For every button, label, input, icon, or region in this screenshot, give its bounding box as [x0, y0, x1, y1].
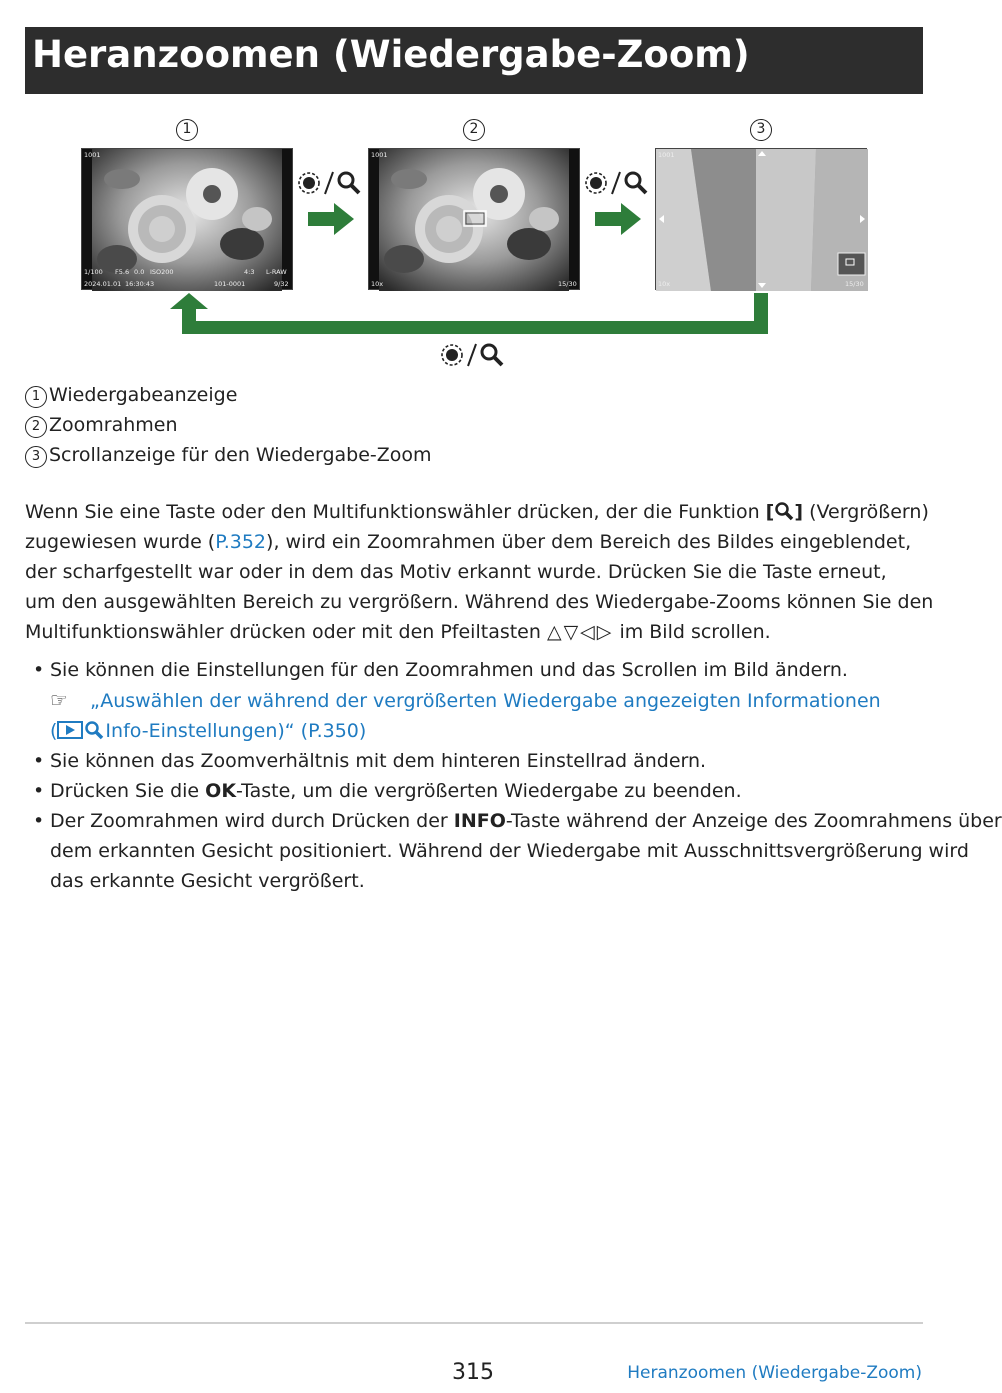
body-text: Wenn Sie eine Taste oder den Multifunktionswähler drücken, der die Funktion — [25, 501, 766, 523]
step-number-1: 1 — [176, 119, 198, 141]
reference-hand-icon: ☞ — [50, 688, 68, 712]
reference-line — [25, 685, 930, 716]
page-title: Heranzoomen (Wiedergabe-Zoom) — [32, 33, 750, 76]
arrow-right-icon — [595, 203, 641, 235]
screen2-zoom-level: 10x — [371, 280, 384, 288]
info-button-label: INFO — [453, 810, 506, 832]
footer-divider — [25, 1322, 923, 1324]
screen1-quality: L-RAW — [266, 268, 287, 276]
legend — [25, 384, 432, 474]
bracket: [ — [765, 501, 775, 523]
screen1-aperture: F5.6 — [115, 268, 130, 276]
zoom-diagram — [0, 110, 950, 380]
body-text: zugewiesen wurde ( — [25, 531, 216, 553]
bullet-item: • Sie können die Einstellungen für den Zoomrahmen und das Scrollen im Bild ändern. — [25, 655, 930, 685]
footer-section-link[interactable]: Heranzoomen (Wiedergabe-Zoom) — [627, 1363, 922, 1383]
multi-selector-magnify-icon — [584, 168, 650, 198]
operation-icons-1 — [297, 168, 363, 204]
step-number-3: 3 — [750, 119, 772, 141]
screen2-top-badge: 1001 — [371, 151, 388, 159]
screen1-exposure: 0.0 — [134, 268, 145, 276]
playback-display-screen — [81, 148, 293, 290]
legend-number: 1 — [25, 386, 47, 408]
bullet-item — [25, 806, 1002, 836]
legend-item — [25, 384, 432, 414]
legend-item — [25, 444, 432, 474]
page-number: 315 — [452, 1360, 494, 1385]
ok-button-label: OK — [205, 780, 237, 802]
step-number-2: 2 — [463, 119, 485, 141]
multi-selector-magnify-icon — [297, 168, 363, 198]
multi-selector-magnify-icon — [440, 340, 506, 370]
screen1-count: 9/32 — [274, 280, 289, 288]
legend-label: Wiedergabeanzeige — [49, 384, 238, 406]
return-arrow-icon — [168, 293, 772, 335]
bullet-text: Drücken Sie die — [50, 780, 206, 802]
body-text: im Bild scrollen. — [613, 621, 771, 643]
reference-link[interactable]: Info-Einstellungen)“ (P.350) — [105, 720, 367, 742]
magnify-icon — [774, 502, 794, 520]
legend-number: 2 — [25, 416, 47, 438]
flower-photo — [379, 149, 569, 291]
arrow-right-icon — [308, 203, 354, 235]
screen2-count: 15/30 — [558, 280, 577, 288]
bracket: ] — [794, 501, 804, 523]
legend-label: Zoomrahmen — [49, 414, 178, 436]
screen3-top-badge: 1001 — [658, 151, 675, 159]
zoom-frame-screen — [368, 148, 580, 290]
screen3-count: 15/30 — [845, 280, 864, 288]
screen1-shutter: 1/100 — [84, 268, 103, 276]
legend-item — [25, 414, 432, 444]
legend-label: Scrollanzeige für den Wiedergabe-Zoom — [49, 444, 432, 466]
bullet-text: -Taste, um die vergrößerten Wiedergabe zu beenden. — [236, 780, 742, 802]
arrow-keys-icon: △▽◁▷ — [546, 621, 614, 643]
reference-link[interactable]: „Auswählen der während der vergrößerten Wiedergabe angezeigten Informationen — [90, 690, 881, 712]
screen1-iso: ISO200 — [150, 268, 174, 276]
body-paragraph — [25, 497, 934, 647]
operation-icons-return — [440, 340, 506, 376]
reference-link[interactable]: ( — [50, 720, 58, 742]
screen1-date: 2024.01.01 — [84, 280, 122, 288]
screen1-file: 101-0001 — [214, 280, 246, 288]
legend-number: 3 — [25, 446, 47, 468]
screen1-aspect: 4:3 — [244, 268, 255, 276]
reference-line — [25, 716, 930, 746]
bullet-text: -Taste während der Anzeige des Zoomrahmens über — [505, 810, 1002, 832]
bullet-continuation: dem erkannten Gesicht positioniert. Während der Wiedergabe mit Ausschnittsvergrößerung wird — [50, 840, 969, 862]
body-line — [25, 617, 930, 647]
body-text: ), wird ein Zoomrahmen über dem Bereich des Bildes eingeblendet, — [266, 531, 912, 553]
screen1-top-badge: 1001 — [84, 151, 101, 159]
bullet-text: Der Zoomrahmen wird durch Drücken der — [50, 810, 454, 832]
zoomed-photo — [656, 149, 868, 291]
bullet-continuation: das erkannte Gesicht vergrößert. — [50, 870, 365, 892]
body-text: Multifunktionswähler drücken oder mit den Pfeiltasten — [25, 621, 547, 643]
body-line: um den ausgewählten Bereich zu vergrößern. Während des Wiedergabe-Zooms können Sie den — [25, 591, 934, 613]
scroll-indicator-screen — [655, 148, 867, 290]
screen3-zoom-level: 10x — [658, 280, 671, 288]
playback-icon — [57, 721, 83, 739]
magnify-icon — [83, 721, 105, 739]
bullet-item — [25, 776, 930, 806]
body-line — [25, 497, 930, 527]
body-line — [25, 527, 930, 557]
body-line: der scharfgestellt war oder in dem das Motiv erkannt wurde. Drücken Sie die Taste erneut, — [25, 561, 887, 583]
body-text: (Vergrößern) — [803, 501, 929, 523]
operation-icons-2 — [584, 168, 650, 204]
title-bar — [25, 27, 923, 94]
screen1-time: 16:30:43 — [125, 280, 155, 288]
bullet-item: • Sie können das Zoomverhältnis mit dem hinteren Einstellrad ändern. — [25, 746, 930, 776]
bullet-list — [25, 655, 1002, 896]
page-link[interactable]: P.352 — [215, 531, 267, 553]
